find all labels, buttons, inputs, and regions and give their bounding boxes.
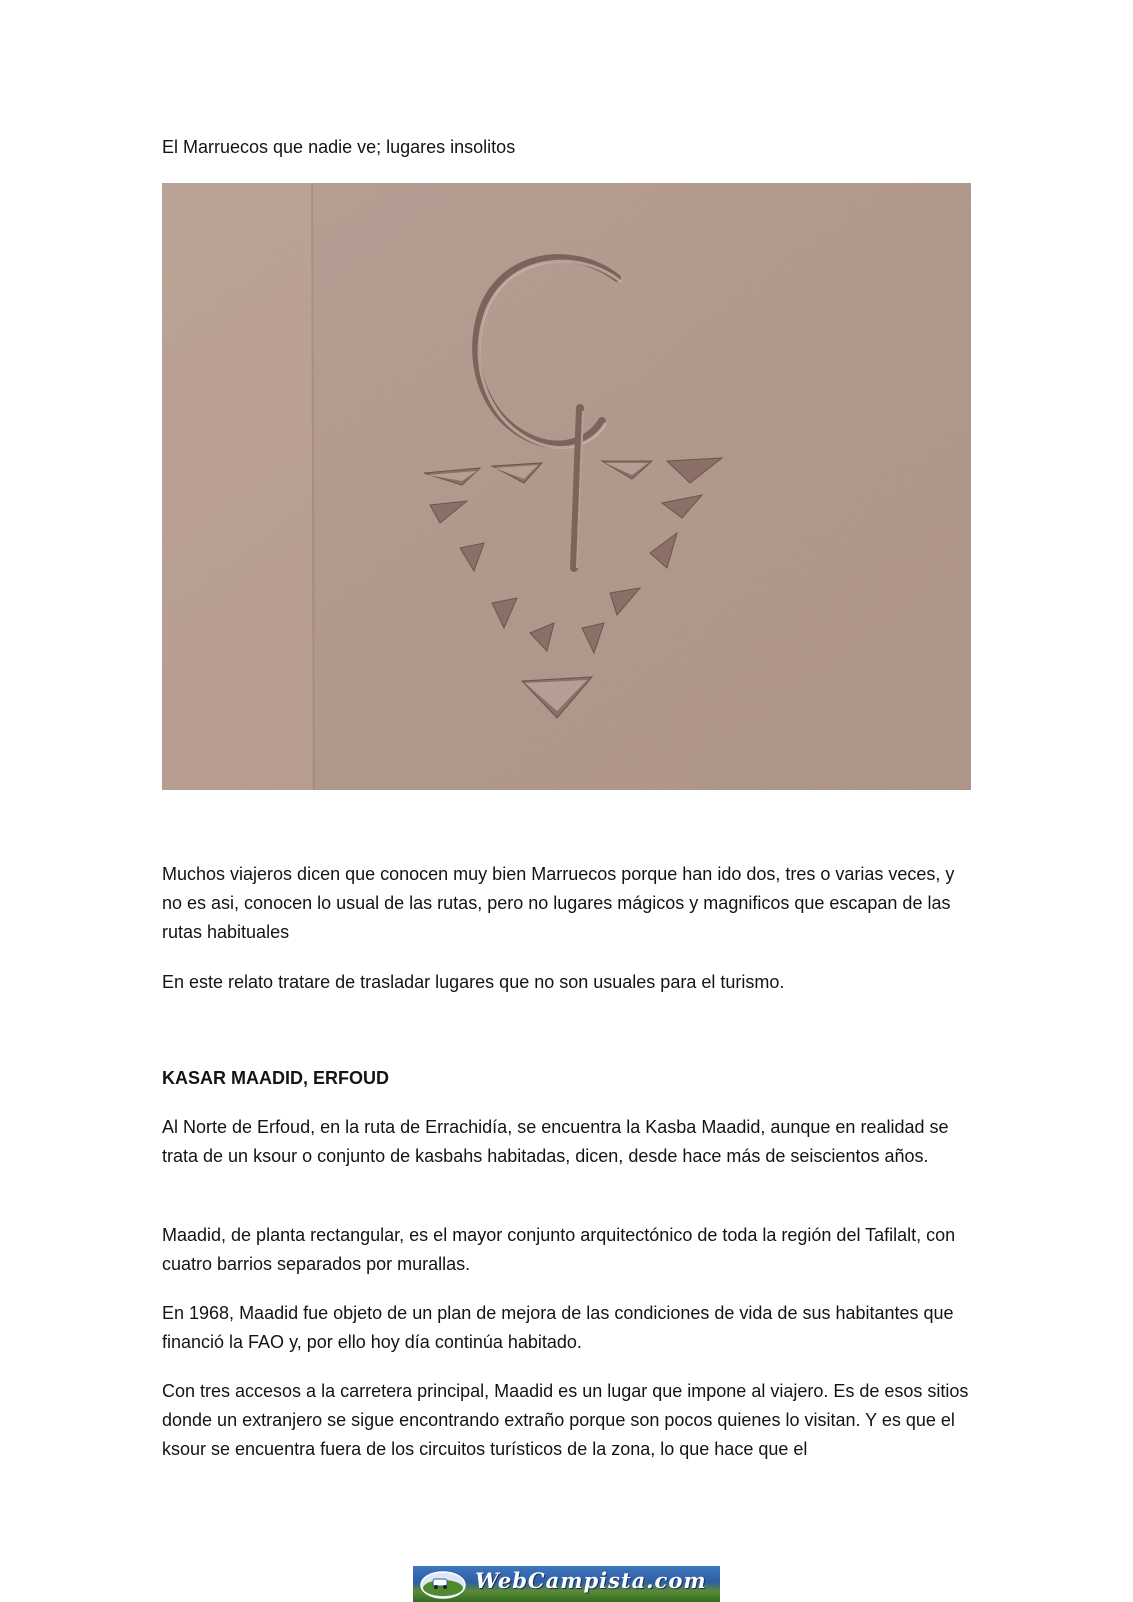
intro-paragraph-2: En este relato tratare de trasladar lugares que no son usuales para el turismo. — [162, 972, 785, 992]
document-title: El Marruecos que nadie ve; lugares insolitos — [162, 137, 516, 157]
carved-symbol-photo — [162, 183, 971, 790]
section-paragraph-2: Maadid, de planta rectangular, es el mayor conjunto arquitectónico de toda la región del Tafilalt, con cuatro barrios separados por murallas. — [162, 1225, 956, 1274]
webcampista-logo — [413, 1566, 720, 1602]
intro-paragraph-1: Muchos viajeros dicen que conocen muy bien Marruecos porque han ido dos, tres o varias veces, y no es asi, conocen lo usual de las rutas, pero no lugares mágicos y magnificos que escapan de las rutas habituales — [162, 864, 955, 942]
globe-icon — [419, 1570, 467, 1600]
section-paragraph-4: Con tres accesos a la carretera principal, Maadid es un lugar que impone al viajero. Es de esos sitios donde un extranjero se sigue encontrando extraño porque son pocos quienes lo visitan. Y es que el ksour se encuentra fuera de los circuitos turísticos de la zona, lo que hace que el — [162, 1381, 969, 1459]
section-paragraph-3: En 1968, Maadid fue objeto de un plan de mejora de las condiciones de vida de sus habitantes que financió la FAO y, por ello hoy día continúa habitado. — [162, 1303, 954, 1352]
section-paragraph-1: Al Norte de Erfoud, en la ruta de Errachidía, se encuentra la Kasba Maadid, aunque en realidad se trata de un ksour o conjunto de kasbahs habitadas, dicen, desde hace más de seiscientos años. — [162, 1117, 949, 1166]
section-heading: KASAR MAADID, ERFOUD — [162, 1068, 389, 1088]
logo-text: WebCampista.com — [475, 1568, 707, 1593]
